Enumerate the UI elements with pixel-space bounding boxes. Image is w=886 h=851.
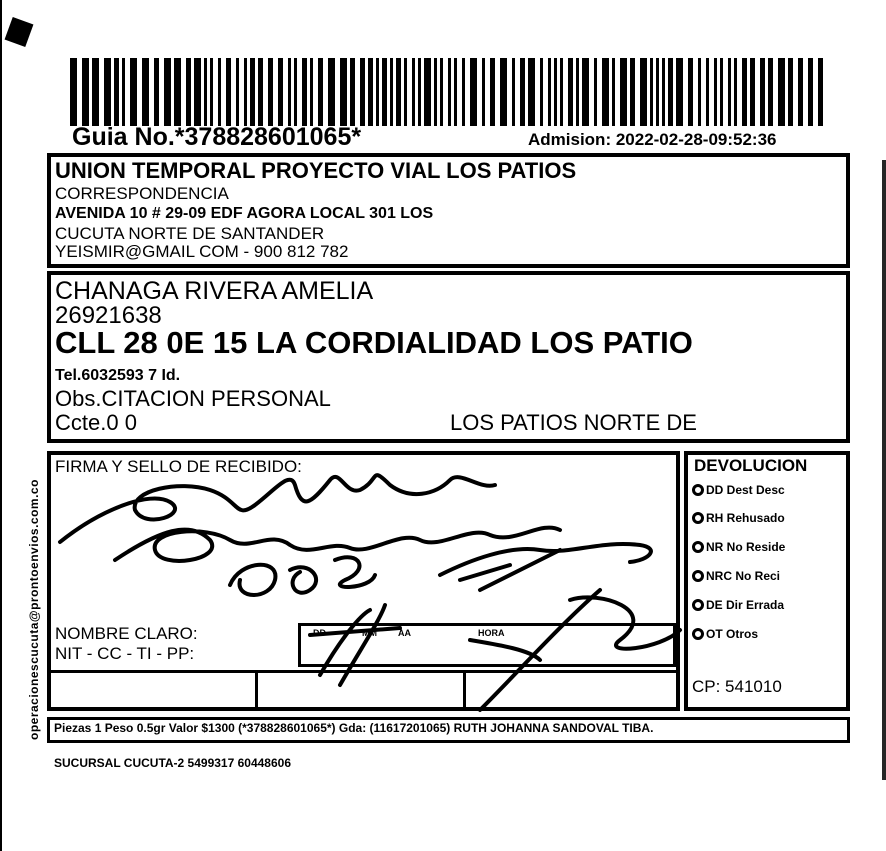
barcode-bar <box>294 58 297 126</box>
barcode-bar <box>582 58 589 126</box>
barcode-bar <box>650 58 653 126</box>
barcode-bar <box>512 58 515 126</box>
barcode-bar <box>750 58 755 126</box>
recipient-city: LOS PATIOS NORTE DE <box>450 410 697 435</box>
barcode-bar <box>250 58 255 126</box>
devolucion-option-ot[interactable]: OT Otros <box>692 626 758 641</box>
barcode-bar <box>360 58 365 126</box>
barcode-bar <box>594 58 597 126</box>
sender-line-4: YEISMIR@GMAIL COM - 900 812 782 <box>55 242 349 261</box>
barcode-bar <box>368 58 373 126</box>
recipient-phone: Tel.6032593 7 Id. <box>55 367 181 384</box>
side-email: operacionescucuta@prontoenvios.com.co <box>27 479 41 740</box>
signature-label: FIRMA Y SELLO DE RECIBIDO: <box>55 457 302 476</box>
barcode-bar <box>194 58 201 126</box>
barcode-bar <box>186 58 191 126</box>
barcode-bar <box>404 58 407 126</box>
recipient-ccte: Ccte.0 0 <box>55 410 137 435</box>
recipient-obs: Obs.CITACION PERSONAL <box>55 386 331 411</box>
branch-info: SUCURSAL CUCUTA-2 5499317 60448606 <box>54 756 291 770</box>
barcode-bar <box>760 58 765 126</box>
barcode-bar <box>490 58 495 126</box>
barcode-bar <box>714 58 717 126</box>
barcode-bar <box>568 58 573 126</box>
barcode-bar <box>778 58 785 126</box>
barcode-bar <box>540 58 543 126</box>
barcode-bar <box>520 58 525 126</box>
barcode-bar <box>808 58 813 126</box>
date-header-aa: AA <box>398 628 411 638</box>
barcode-bar <box>482 58 485 126</box>
barcode-bar <box>448 58 451 126</box>
barcode-bar <box>424 58 431 126</box>
barcode-bar <box>612 58 615 126</box>
barcode-bar <box>620 58 627 126</box>
barcode-bar <box>114 58 119 126</box>
barcode-bar <box>226 58 231 126</box>
scan-right-edge <box>882 160 886 780</box>
postal-code: CP: 541010 <box>692 677 782 696</box>
barcode-bar <box>318 58 323 126</box>
handwritten-signature <box>40 450 700 720</box>
guide-number: Guia No.*378828601065* <box>72 123 362 151</box>
barcode-bar <box>142 58 149 126</box>
name-label: NOMBRE CLARO: <box>55 624 198 643</box>
devolucion-option-rh[interactable]: RH Rehusado <box>692 510 785 525</box>
barcode-bar <box>210 58 213 126</box>
recipient-id: 26921638 <box>55 302 162 329</box>
barcode-bar <box>390 58 393 126</box>
barcode-bar <box>528 58 535 126</box>
devolucion-option-nrc[interactable]: NRC No Reci <box>692 568 780 583</box>
radio-circle-icon <box>692 512 704 524</box>
barcode-bar <box>630 58 635 126</box>
barcode-bar <box>174 58 181 126</box>
barcode-bar <box>668 58 673 126</box>
barcode-bar <box>662 58 665 126</box>
tracking-barcode <box>70 58 828 126</box>
radio-circle-icon <box>692 599 704 611</box>
barcode-bar <box>376 58 379 126</box>
barcode-bar <box>204 58 207 126</box>
barcode-bar <box>154 58 159 126</box>
barcode-bar <box>602 58 609 126</box>
barcode-bar <box>576 58 579 126</box>
barcode-bar <box>788 58 793 126</box>
barcode-bar <box>92 58 99 126</box>
pieces-info: Piezas 1 Peso 0.5gr Valor $1300 (*378828601065*) Gda: (11617201065) RUTH JOHANNA SANDOVAL TIBA. <box>54 721 654 735</box>
barcode-bar <box>676 58 683 126</box>
barcode-bar <box>454 58 457 126</box>
barcode-bar <box>470 58 477 126</box>
barcode-bar <box>310 58 313 126</box>
radio-circle-icon <box>692 628 704 640</box>
barcode-bar <box>462 58 465 126</box>
devolucion-option-de[interactable]: DE Dir Errada <box>692 597 784 612</box>
barcode-bar <box>130 58 137 126</box>
barcode-bar <box>70 58 77 126</box>
barcode-bar <box>688 58 693 126</box>
barcode-bar <box>302 58 307 126</box>
scan-corner-mark <box>5 17 34 47</box>
barcode-bar <box>288 58 291 126</box>
admission-date: Admision: 2022-02-28-09:52:36 <box>528 130 777 149</box>
barcode-bar <box>656 58 659 126</box>
barcode-bar <box>706 58 709 126</box>
barcode-bar <box>560 58 563 126</box>
barcode-bar <box>554 58 557 126</box>
id-type-label: NIT - CC - TI - PP: <box>55 644 195 663</box>
radio-circle-icon <box>692 541 704 553</box>
barcode-bar <box>340 58 347 126</box>
barcode-bar <box>768 58 773 126</box>
sender-name: UNION TEMPORAL PROYECTO VIAL LOS PATIOS <box>55 158 577 183</box>
radio-circle-icon <box>692 484 704 496</box>
barcode-bar <box>104 58 111 126</box>
sender-line-2: AVENIDA 10 # 29-09 EDF AGORA LOCAL 301 LOS <box>55 205 434 222</box>
barcode-bar <box>798 58 803 126</box>
barcode-bar <box>734 58 737 126</box>
date-header-hora: HORA <box>478 628 505 638</box>
barcode-bar <box>698 58 701 126</box>
barcode-bar <box>268 58 273 126</box>
barcode-bar <box>164 58 171 126</box>
barcode-bar <box>418 58 421 126</box>
scan-left-edge <box>0 0 6 851</box>
barcode-bar <box>440 58 443 126</box>
barcode-bar <box>720 58 723 126</box>
barcode-bar <box>350 58 355 126</box>
devolucion-option-nr[interactable]: NR No Reside <box>692 539 785 554</box>
devolucion-option-dd[interactable]: DD Dest Desc <box>692 482 785 497</box>
barcode-bar <box>244 58 247 126</box>
date-header-mm: MM <box>362 628 377 638</box>
barcode-bar <box>396 58 401 126</box>
barcode-bar <box>82 58 89 126</box>
barcode-bar <box>742 58 747 126</box>
barcode-bar <box>434 58 437 126</box>
sender-line-3: CUCUTA NORTE DE SANTANDER <box>55 224 325 243</box>
barcode-bar <box>122 58 125 126</box>
barcode-bar <box>236 58 239 126</box>
devolucion-title: DEVOLUCION <box>694 456 808 475</box>
barcode-bar <box>640 58 647 126</box>
radio-circle-icon <box>692 570 704 582</box>
barcode-bar <box>818 58 823 126</box>
sender-line-1: CORRESPONDENCIA <box>55 184 229 203</box>
barcode-bar <box>548 58 551 126</box>
date-header-dd: DD <box>313 628 326 638</box>
barcode-bar <box>500 58 507 126</box>
recipient-address: CLL 28 0E 15 LA CORDIALIDAD LOS PATIO <box>55 325 693 360</box>
barcode-bar <box>728 58 731 126</box>
barcode-bar <box>328 58 335 126</box>
barcode-bar <box>258 58 263 126</box>
barcode-bar <box>218 58 221 126</box>
barcode-bar <box>278 58 283 126</box>
barcode-bar <box>412 58 415 126</box>
barcode-bar <box>382 58 387 126</box>
recipient-name: CHANAGA RIVERA AMELIA <box>55 277 374 305</box>
